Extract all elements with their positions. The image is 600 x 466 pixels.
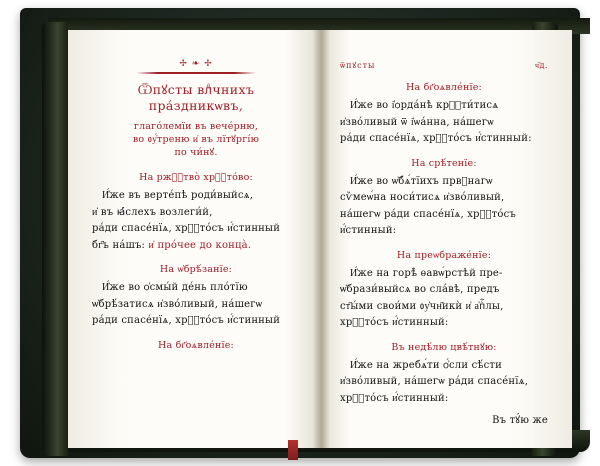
page-title-line-1: Ѿпꙋсты влⷣчнихъ	[137, 82, 255, 97]
section-rubric: На ѡ҆брѣ́занїе:	[159, 264, 233, 275]
body-line	[340, 99, 548, 114]
body-text: И҆́же во і҆ѻрда́нѣ крⷭ҇ти́тисѧ	[350, 100, 499, 111]
running-header-title: ѿпꙋсты	[340, 61, 376, 70]
body-text: И҆́же на жребѧ́ти ѻ҆́сли сѣ́сти	[350, 359, 503, 371]
section-rubric: На бг҃оѧвле́нїе:	[406, 82, 482, 93]
section-rubric: На бг҃оѧвле́нїе:	[158, 339, 234, 351]
body-line	[92, 281, 300, 296]
body-line: ра́ди спасе́нїѧ, хрⷭ҇то́съ и҆́стинный	[92, 315, 281, 326]
body-line	[92, 239, 300, 254]
folio-number: ч҃д.	[535, 61, 548, 70]
body-line	[340, 267, 548, 282]
section-rubric: На преѡбраже́нїе:	[396, 249, 492, 261]
running-header	[340, 60, 548, 71]
section-rubric: Въ недѣ́лю цвѣ́тнꙋю:	[391, 341, 497, 353]
body-line: ѡ҆брѣ́затисѧ и҆зво́ливый, на́шегѡ	[92, 298, 263, 310]
body-text: И҆́же въ верте́пѣ роди́выйсѧ,	[102, 190, 254, 201]
body-line: хрⷭ҇то́съ и҆́стинный:	[340, 317, 449, 328]
page-subtitle-line-1: глаго́лемїи въ вече́рню,	[133, 121, 259, 132]
body-line: и҆́стинный:	[340, 225, 397, 236]
body-line: на́шегѡ ра́ди спасе́нїѧ, хрⷭ҇то́съ	[340, 208, 516, 220]
section-rubric: На срѣ́тенїе:	[411, 157, 477, 169]
body-line: ра́ди спасе́нїѧ, хрⷭ҇то́съ и҆́стинный	[92, 223, 281, 234]
ornament-top: ✢ ❧ ✢	[179, 59, 213, 69]
rubric-inline-tail: и҆ про́чее до конца̀.	[148, 239, 252, 251]
body-line: и҆зво́ливый, на́шегѡ ра́ди спасе́нїѧ,	[340, 376, 529, 387]
body-text: И҆́же во ѡ҆б̾ѧ́тїихъ првⷣнагѡ	[350, 175, 493, 187]
page-subtitle-line-3: по чи́нꙋ.	[174, 147, 218, 158]
body-line	[340, 175, 548, 190]
page-right	[320, 30, 572, 448]
body-text: бг҃ъ на́шъ:	[92, 239, 146, 251]
body-line: ѡ҆брази́выйсѧ во сла́вѣ, предъ	[340, 284, 500, 295]
body-line: и҆ въ ꙗ҆́слехъ возлеги́й,	[92, 206, 213, 218]
body-text: И҆́же во ѻ҆смы́й де́нь пло́тїю	[102, 282, 248, 293]
body-line: сѷмеѡ́на носи́тисѧ и҆зво́ливый,	[340, 192, 505, 203]
page-subtitle	[92, 120, 300, 159]
page-title	[92, 82, 300, 114]
body-line	[92, 189, 300, 204]
body-text: И҆́же на горѣ̀ ѳавѡ́рстѣй пре-	[350, 267, 503, 279]
book-cover	[20, 8, 580, 458]
bookmark-ribbon	[288, 440, 298, 460]
section-rubric: На ржⷭ҇твò хрⷭ҇то́во:	[139, 172, 253, 183]
page-left	[68, 30, 320, 448]
cover-left-edge	[42, 22, 68, 456]
page-title-line-2: пра́здникѡвъ,	[148, 98, 244, 113]
body-line: ра́ди спасе́нїѧ, хрⷭ҇то́съ и҆́стинный:	[340, 133, 532, 144]
body-line	[340, 359, 548, 374]
body-line: хрⷭ҇то́съ и҆́стинный:	[340, 392, 449, 404]
page-subtitle-line-2: во ᲂу҆́треню и҆ въ лїтꙋргі́ю	[132, 134, 260, 145]
body-line: и҆зво́ливый ѿ і҆ѡа́нна, на́шегѡ	[340, 116, 494, 128]
open-book-pages	[68, 30, 572, 448]
catchword: Въ тꙋ́ю же	[492, 415, 548, 426]
body-line: ст҃ы́ми свои́ми ᲂу҆чн҃икѝ и҆ а҆пⷭ҇лы,	[340, 300, 504, 312]
ornament-rule	[136, 72, 256, 74]
